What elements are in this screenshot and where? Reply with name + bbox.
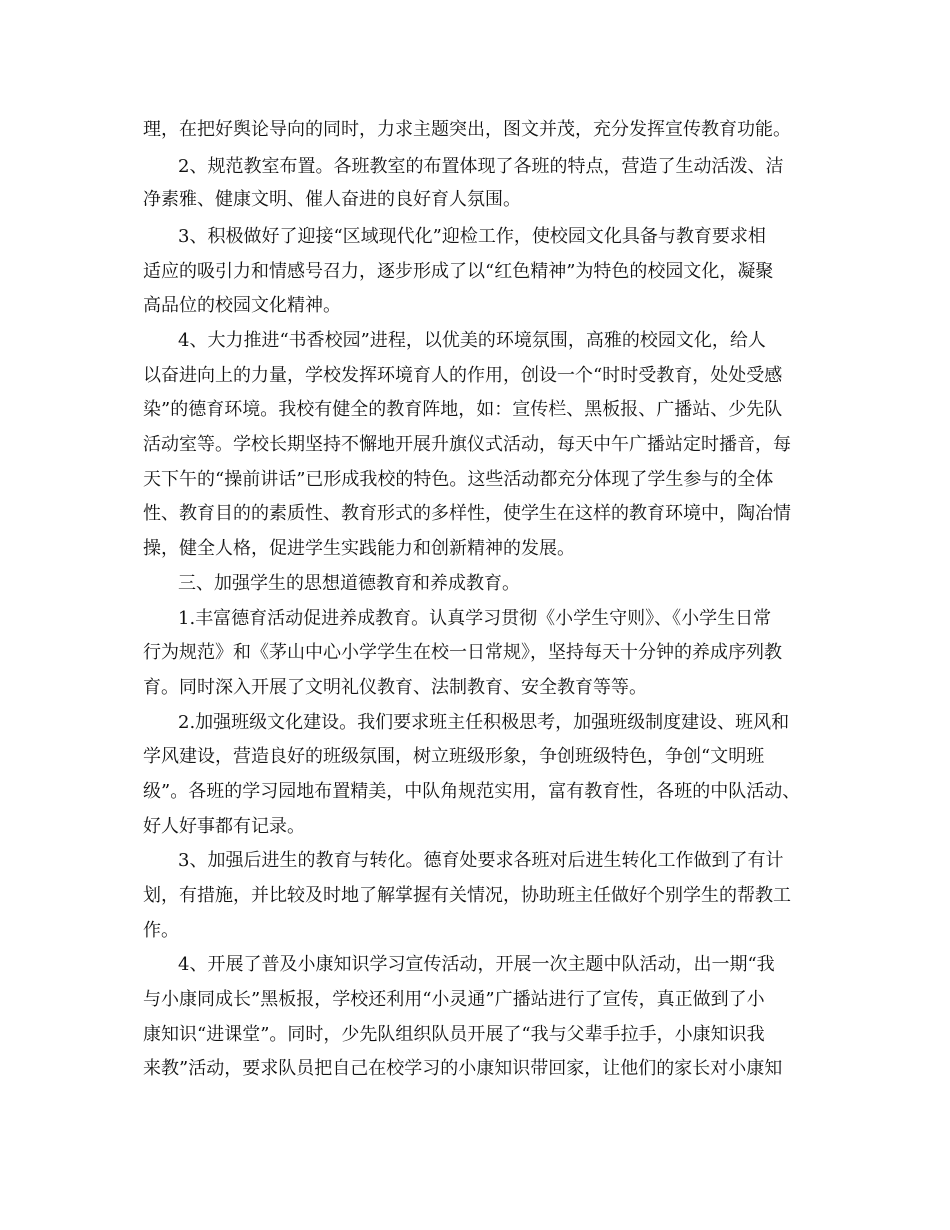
text-line: 天下午的“操前讲话”已形成我校的特色。这些活动都充分体现了学生参与的全体 (143, 469, 774, 490)
text-line: 好人好事都有记录。 (143, 816, 305, 837)
text-line: 划，有措施，并比较及时地了解掌握有关情况，协助班主任做好个别学生的帮教工 (143, 885, 791, 906)
text-line: 行为规范》和《茅山中心小学学生在校一日常规》，坚持每天十分钟的养成序列教 (143, 642, 782, 663)
text-line: 1.丰富德育活动促进养成教育。认真学习贯彻《小学生守则》、《小学生日常 (178, 608, 772, 629)
text-line: 4、开展了普及小康知识学习宣传活动，开展一次主题中队活动，出一期“我 (178, 954, 775, 975)
text-line: 活动室等。学校长期坚持不懈地开展升旗仪式活动，每天中午广播站定时播音，每 (143, 434, 791, 455)
text-line: 康知识“进课堂”。同时，少先队组织队员开展了“我与父辈手拉手，小康知识我 (143, 1024, 765, 1045)
text-line: 来教”活动，要求队员把自己在校学习的小康知识带回家，让他们的家长对小康知 (143, 1058, 783, 1079)
text-line: 2、规范教室布置。各班教室的布置体现了各班的特点，营造了生动活泼、洁 (178, 156, 784, 177)
text-line: 理，在把好舆论导向的同时，力求主题突出，图文并茂，充分发挥宣传教育功能。 (143, 119, 791, 140)
text-line: 级”。各班的学习园地布置精美，中队角规范实用，富有教育性，各班的中队活动、 (143, 781, 801, 802)
text-line: 高品位的校园文化精神。 (143, 295, 341, 316)
section-heading: 三、加强学生的思想道德教育和养成教育。 (178, 573, 520, 594)
text-line: 染”的德育环境。我校有健全的教育阵地，如：宣传栏、黑板报、广播站、少先队 (143, 399, 783, 420)
text-line: 3、积极做好了迎接“区域现代化”迎检工作，使校园文化具备与教育要求相 (178, 226, 766, 247)
text-line: 适应的吸引力和情感号召力，逐步形成了以“红色精神”为特色的校园文化，凝聚 (143, 261, 774, 282)
text-line: 学风建设，营造良好的班级氛围，树立班级形象，争创班级特色，争创“文明班 (143, 746, 765, 767)
text-line: 3、加强后进生的教育与转化。德育处要求各班对后进生转化工作做到了有计 (178, 850, 784, 871)
text-line: 性、教育目的的素质性、教育形式的多样性，使学生在这样的教育环境中，陶冶情 (143, 503, 791, 524)
text-line: 育。同时深入开展了文明礼仪教育、法制教育、安全教育等等。 (143, 677, 647, 698)
text-line: 作。 (143, 920, 179, 941)
text-line: 与小康同成长”黑板报，学校还利用“小灵通”广播站进行了宣传，真正做到了小 (143, 989, 765, 1010)
text-line: 2.加强班级文化建设。我们要求班主任积极思考，加强班级制度建设、班风和 (178, 712, 790, 733)
text-line: 净素雅、健康文明、催人奋进的良好育人氛围。 (143, 189, 521, 210)
text-line: 操，健全人格，促进学生实践能力和创新精神的发展。 (143, 538, 575, 559)
text-line: 4、大力推进“书香校园”进程，以优美的环境氛围，高雅的校园文化，给人 (178, 330, 766, 351)
text-line: 以奋进向上的力量，学校发挥环境育人的作用，创设一个“时时受教育，处处受感 (143, 365, 783, 386)
